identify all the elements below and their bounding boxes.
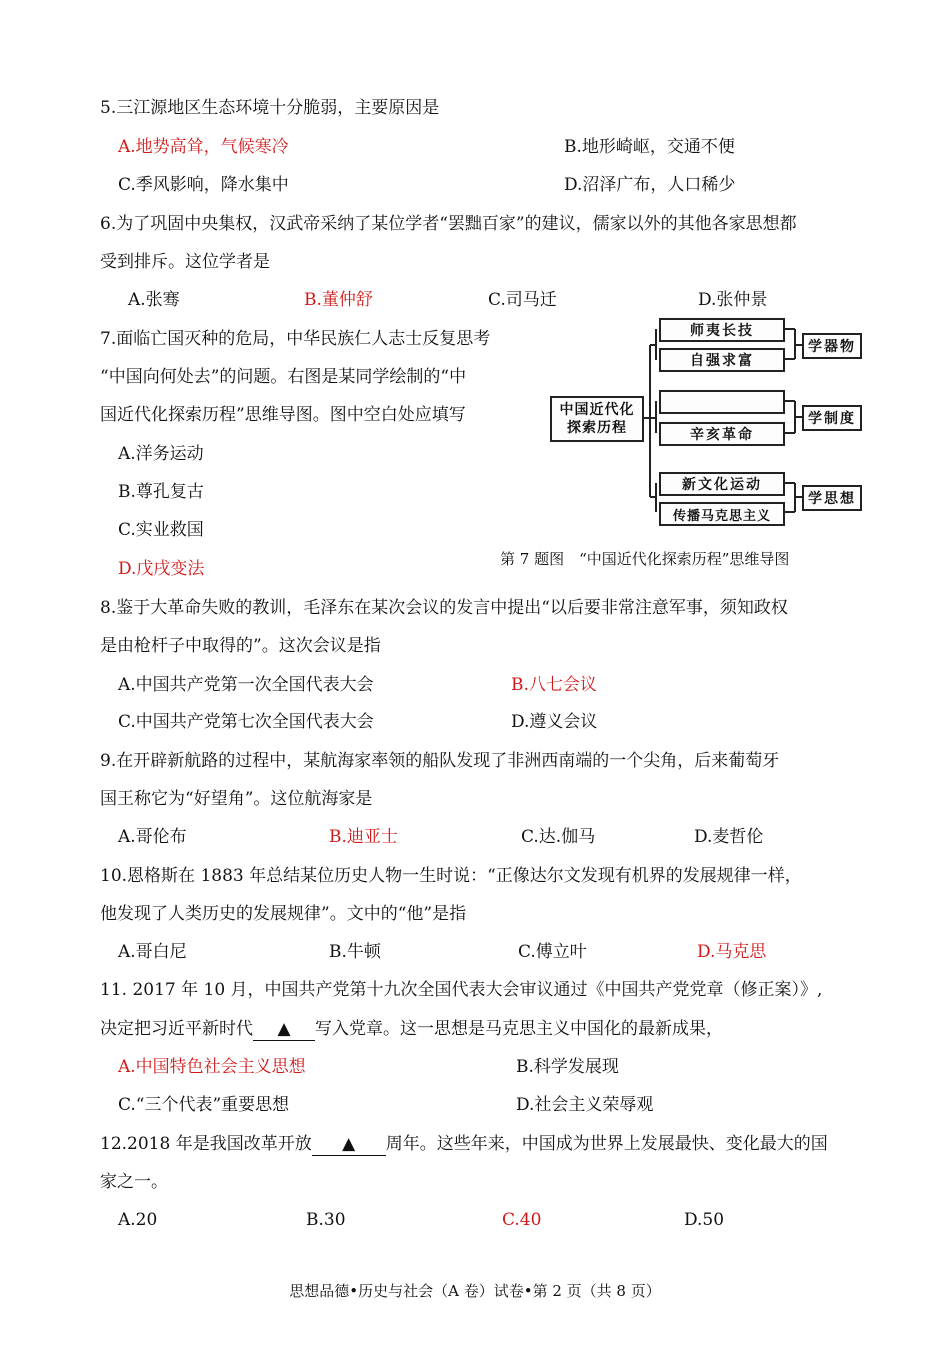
- q6-option-d: D.张仲景: [698, 290, 768, 310]
- mind-map-item-2: 自强求富: [659, 348, 785, 372]
- q6-option-a: A.张骞: [128, 290, 180, 310]
- q5-option-c: C.季风影响，降水集中: [118, 175, 289, 195]
- q11-stem-line2: [100, 1018, 723, 1041]
- q7-stem-line1: 7.面临亡国灭种的危局，中华民族仁人志士反复思考: [100, 329, 491, 349]
- q11-blank: ▲: [253, 1018, 315, 1041]
- q9-option-b: B.迪亚士: [329, 827, 398, 847]
- q11-option-c: C.“三个代表”重要思想: [118, 1095, 290, 1115]
- mind-map-item-6: 传播马克思主义: [659, 502, 785, 526]
- q11-option-d: D.社会主义荣辱观: [516, 1095, 654, 1115]
- q12-option-c: C.40: [502, 1210, 542, 1230]
- mind-map-item-5: 新文化运动: [659, 472, 785, 496]
- q7-stem-line3: 国近代化探索历程”思维导图。图中空白处应填写: [100, 405, 466, 425]
- q8-option-d: D.遵义会议: [511, 712, 598, 732]
- q12-stem-line2: 家之一。: [100, 1172, 168, 1192]
- q5-stem: 5.三江源地区生态环境十分脆弱，主要原因是: [100, 98, 440, 118]
- q5-option-a: A.地势高耸，气候寒冷: [118, 137, 289, 157]
- q10-stem-line1: 10.恩格斯在 1883 年总结某位历史人物一生时说：“正像达尔文发现有机界的发展规律一样，: [100, 866, 802, 886]
- q12-stem-text-a: 12.2018 年是我国改革开放: [100, 1134, 312, 1154]
- q12-blank: ▲: [312, 1133, 386, 1156]
- q8-option-b: B.八七会议: [511, 675, 597, 695]
- mind-map-item-1: 师夷长技: [659, 318, 785, 342]
- q7-option-a: A.洋务运动: [118, 444, 204, 464]
- q5-option-d: D.沼泽广布，人口稀少: [564, 175, 736, 195]
- q12-stem-text-b: 周年。这些年来，中国成为世界上发展最快、变化最大的国: [385, 1134, 828, 1154]
- q7-stem-line2: “中国向何处去”的问题。右图是某同学绘制的“中: [100, 367, 467, 387]
- q12-option-d: D.50: [684, 1210, 725, 1230]
- q12-option-a: A.20: [118, 1210, 158, 1230]
- q9-stem-line2: 国王称它为“好望角”。这位航海家是: [100, 789, 373, 809]
- q12-option-b: B.30: [306, 1210, 346, 1230]
- q11-option-b: B.科学发展现: [516, 1057, 619, 1077]
- q10-option-c: C.傅立叶: [518, 942, 587, 962]
- q6-option-c: C.司马迁: [488, 290, 557, 310]
- q8-stem-line1: 8.鉴于大革命失败的教训，毛泽东在某次会议的发言中提出“以后要非常注意军事，须知政权: [100, 598, 788, 618]
- q10-option-a: A.哥白尼: [118, 942, 187, 962]
- mind-map-category-3: 学思想: [802, 485, 862, 511]
- mind-map-category-1: 学器物: [802, 333, 862, 359]
- q9-option-c: C.达.伽马: [521, 827, 596, 847]
- q6-stem-line2: 受到排斥。这位学者是: [100, 252, 270, 272]
- q8-option-a: A.中国共产党第一次全国代表大会: [118, 675, 374, 695]
- mind-map-category-2: 学制度: [802, 405, 862, 431]
- q7-figure-caption: 第 7 题图 “中国近代化探索历程”思维导图: [500, 550, 790, 568]
- mind-map-item-blank: [659, 390, 785, 414]
- q8-option-c: C.中国共产党第七次全国代表大会: [118, 712, 374, 732]
- q10-option-b: B.牛顿: [329, 942, 381, 962]
- q9-option-a: A.哥伦布: [118, 827, 187, 847]
- mind-map-item-4: 辛亥革命: [659, 422, 785, 446]
- q11-stem-text-a: 决定把习近平新时代: [100, 1019, 253, 1039]
- q6-stem-line1: 6.为了巩固中央集权，汉武帝采纳了某位学者“罢黜百家”的建议，儒家以外的其他各家思想都: [100, 214, 797, 234]
- q8-stem-line2: 是由枪杆子中取得的”。这次会议是指: [100, 636, 381, 656]
- q10-option-d: D.马克思: [697, 942, 767, 962]
- q11-stem-text-b: 写入党章。这一思想是马克思主义中国化的最新成果，: [315, 1019, 723, 1039]
- q5-option-b: B.地形崎岖，交通不便: [564, 137, 735, 157]
- q9-option-d: D.麦哲伦: [694, 827, 764, 847]
- page-footer: 思想品德•历史与社会（A 卷）试卷•第 2 页（共 8 页）: [289, 1282, 661, 1300]
- q11-stem-line1: 11. 2017 年 10 月，中国共产党第十九次全国代表大会审议通过《中国共产党党章（修正案）》,: [100, 980, 823, 1000]
- q12-stem-line1: [100, 1133, 828, 1156]
- q7-option-b: B.尊孔复古: [118, 482, 204, 502]
- q9-stem-line1: 9.在开辟新航路的过程中，某航海家率领的船队发现了非洲西南端的一个尖角，后来葡萄牙: [100, 751, 780, 771]
- q11-option-a: A.中国特色社会主义思想: [118, 1057, 306, 1077]
- q10-stem-line2: 他发现了人类历史的发展规律”。文中的“他”是指: [100, 904, 467, 924]
- mind-map-root: 中国近代化探索历程: [550, 396, 644, 442]
- q7-option-d: D.戊戌变法: [118, 559, 205, 579]
- q6-option-b: B.董仲舒: [304, 290, 373, 310]
- q7-option-c: C.实业救国: [118, 520, 204, 540]
